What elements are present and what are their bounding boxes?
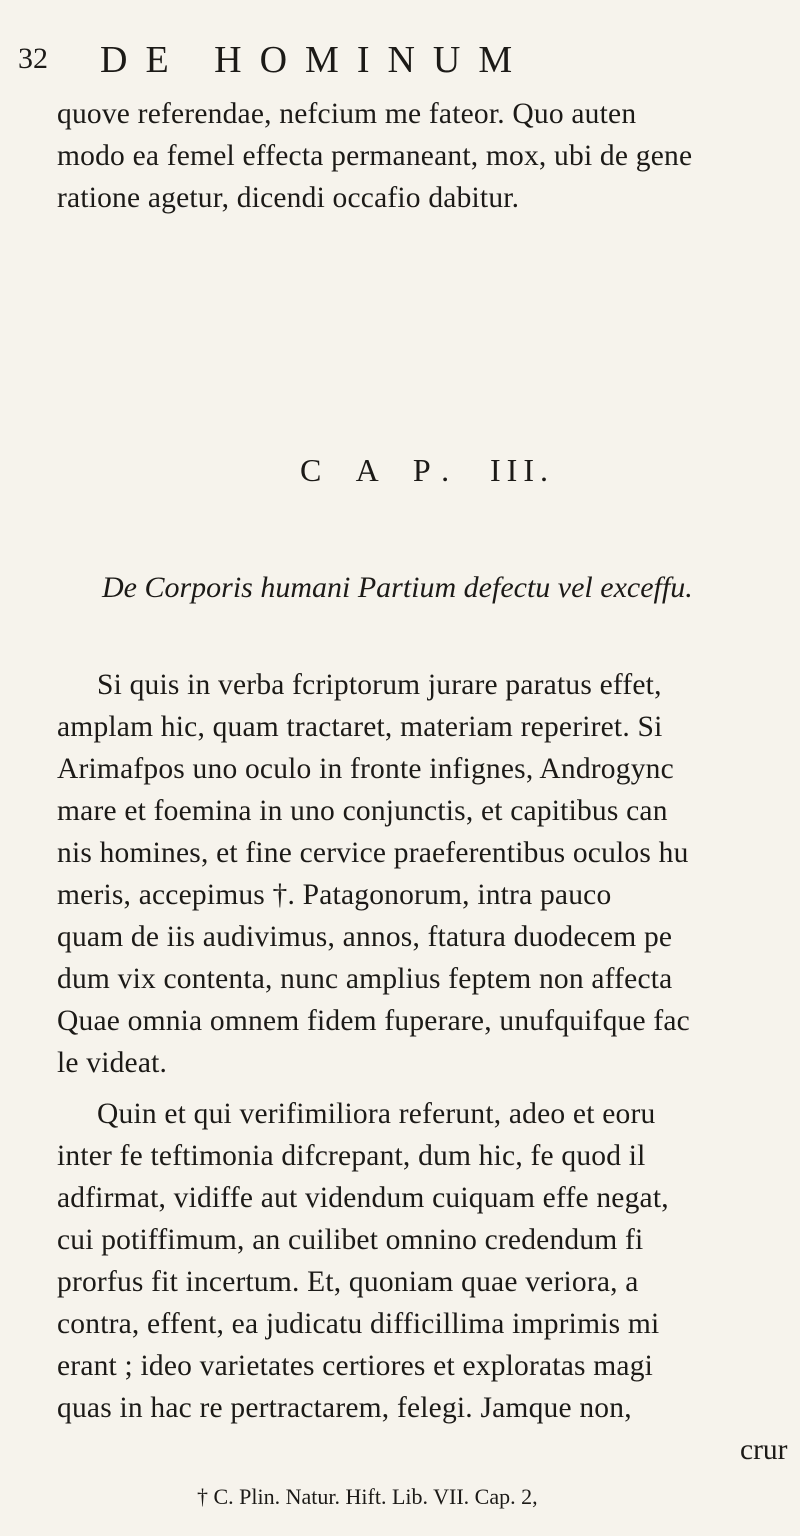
chapter-label: C A P. bbox=[300, 452, 464, 488]
text-line: nis homines, et fine cervice praeferentibus oculos hu bbox=[57, 837, 689, 869]
text-line: ratione agetur, dicendi occafio dabitur. bbox=[57, 182, 520, 214]
chapter-number: III. bbox=[490, 452, 554, 488]
text-line: quas in hac re pertractarem, felegi. Jamque non, bbox=[57, 1392, 632, 1424]
chapter-subtitle: De Corporis humani Partium defectu vel exceffu. bbox=[102, 571, 693, 604]
text-line: meris, accepimus †. Patagonorum, intra pauco bbox=[57, 879, 612, 911]
text-line: quove referendae, nefcium me fateor. Quo auten bbox=[57, 98, 637, 130]
text-line: amplam hic, quam tractaret, materiam reperiret. Si bbox=[57, 711, 663, 743]
text-line: contra, effent, ea judicatu difficillima imprimis mi bbox=[57, 1308, 660, 1340]
text-line: le videat. bbox=[57, 1047, 168, 1079]
text-line: modo ea femel effecta permaneant, mox, ubi de gene bbox=[57, 140, 693, 172]
text-line: adfirmat, vidiffe aut videndum cuiquam effe negat, bbox=[57, 1182, 669, 1214]
text-line: cui potiffimum, an cuilibet omnino credendum fi bbox=[57, 1224, 644, 1256]
text-line: mare et foemina in uno conjunctis, et capitibus can bbox=[57, 795, 668, 827]
text-line: Quae omnia omnem fidem fuperare, unufquifque fac bbox=[57, 1005, 690, 1037]
running-head: DE HOMINUM bbox=[100, 39, 531, 81]
text-line: prorfus fit incertum. Et, quoniam quae veriora, a bbox=[57, 1266, 639, 1298]
text-line: erant ; ideo varietates certiores et exploratas magi bbox=[57, 1350, 654, 1382]
footnote: † C. Plin. Natur. Hift. Lib. VII. Cap. 2, bbox=[197, 1484, 538, 1509]
text-line: Si quis in verba fcriptorum jurare paratus effet, bbox=[97, 669, 662, 701]
page-number: 32 bbox=[18, 42, 48, 75]
text-line: Arimafpos uno oculo in fronte infignes, Androgync bbox=[57, 753, 674, 785]
text-line: dum vix contenta, nunc amplius feptem non affecta bbox=[57, 963, 673, 995]
text-line: Quin et qui verifimiliora referunt, adeo et eoru bbox=[97, 1098, 656, 1130]
text-line: inter fe teftimonia difcrepant, dum hic, fe quod il bbox=[57, 1140, 646, 1172]
text-line: quam de iis audivimus, annos, ftatura duodecem pe bbox=[57, 921, 673, 953]
catchword: crur bbox=[740, 1434, 788, 1466]
